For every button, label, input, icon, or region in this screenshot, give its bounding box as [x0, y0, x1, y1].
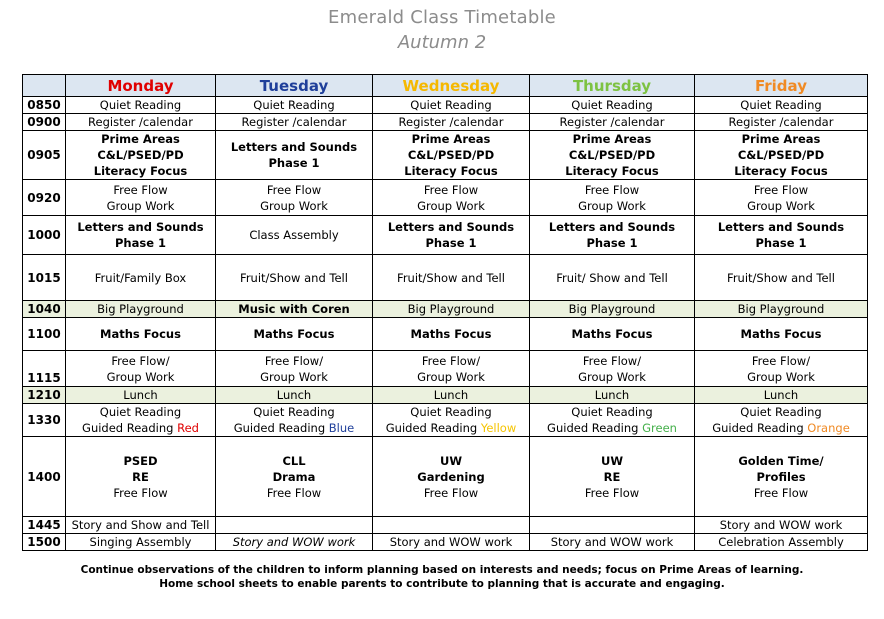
slot-monday — [66, 318, 216, 351]
slot-line: Celebration Assembly — [718, 535, 844, 549]
slot-friday — [695, 301, 868, 318]
time-cell: 0920 — [23, 180, 66, 216]
slot-line: Music with Coren — [238, 302, 350, 316]
slot-friday — [695, 114, 868, 131]
slot-line: Free Flow — [584, 485, 640, 500]
time-cell: 1330 — [23, 404, 66, 437]
slot-line: Singing Assembly — [89, 535, 192, 549]
slot-line: Story and WOW work — [550, 535, 674, 549]
time-cell: 1445 — [23, 517, 66, 534]
slot-thursday — [530, 387, 695, 404]
slot-line: C&L/PSED/PD — [737, 148, 825, 162]
footer-note-2: Home school sheets to enable parents to contribute to planning that is accurate and engaging. — [159, 578, 725, 590]
reading-group-color: Orange — [807, 421, 850, 435]
slot-line: Phase 1 — [586, 236, 638, 250]
slot-line: Letters and Sounds — [548, 220, 676, 234]
timetable-row — [23, 404, 868, 437]
slot-wednesday — [373, 517, 530, 534]
slot-line: Maths Focus — [100, 327, 181, 341]
slot-line: Free Flow — [753, 485, 809, 500]
day-header-thursday: Thursday — [530, 75, 695, 97]
slot-line: UW — [439, 453, 463, 468]
time-cell: 1100 — [23, 318, 66, 351]
page-title: Emerald Class Timetable — [328, 7, 556, 28]
guided-reading-line — [68, 420, 213, 436]
slot-line: Big Playground — [568, 302, 656, 316]
slot-tuesday — [216, 318, 373, 351]
slot-line: Story and WOW work — [389, 535, 513, 549]
slot-line: Literacy Focus — [565, 164, 659, 178]
day-header-wednesday: Wednesday — [373, 75, 530, 97]
slot-line: Quiet Reading — [99, 405, 182, 419]
slot-friday — [695, 517, 868, 534]
slot-line: Free Flow — [266, 485, 322, 500]
slot-monday — [66, 534, 216, 551]
slot-line: Quiet Reading — [740, 98, 822, 112]
guided-reading-label: Guided Reading — [547, 421, 643, 435]
timetable-row — [23, 180, 868, 216]
slot-thursday — [530, 404, 695, 437]
slot-thursday — [530, 517, 695, 534]
slot-monday — [66, 404, 216, 437]
slot-friday — [695, 387, 868, 404]
slot-tuesday — [216, 301, 373, 318]
slot-line: Group Work — [260, 198, 328, 213]
slot-wednesday — [373, 387, 530, 404]
slot-line: Register /calendar — [88, 115, 193, 129]
slot-monday — [66, 180, 216, 216]
slot-line: Group Work — [106, 198, 175, 213]
slot-line: Free Flow/ — [111, 353, 170, 368]
slot-line: Maths Focus — [740, 327, 822, 341]
slot-line: Free Flow — [113, 182, 168, 197]
slot-line — [218, 517, 370, 533]
reading-group-color: Green — [642, 421, 677, 435]
slot-line: Group Work — [106, 369, 175, 384]
time-cell: 0900 — [23, 114, 66, 131]
reading-group-color: Blue — [328, 421, 355, 435]
slot-monday — [66, 114, 216, 131]
slot-line: Lunch — [276, 388, 312, 402]
slot-line: Fruit/Show and Tell — [727, 270, 835, 285]
slot-line: Quiet Reading — [410, 405, 492, 419]
slot-wednesday — [373, 114, 530, 131]
slot-tuesday — [216, 404, 373, 437]
slot-tuesday — [216, 534, 373, 551]
slot-line: Quiet Reading — [99, 98, 182, 112]
slot-line: Literacy Focus — [93, 164, 188, 178]
guided-reading-label: Guided Reading — [712, 421, 808, 435]
slot-line: C&L/PSED/PD — [407, 148, 495, 162]
slot-thursday — [530, 318, 695, 351]
slot-line: Story and WOW work — [232, 535, 356, 549]
slot-line: Quiet Reading — [571, 405, 653, 419]
slot-line: Story and Show and Tell — [71, 518, 210, 532]
slot-thursday — [530, 114, 695, 131]
slot-line: Fruit/Family Box — [94, 270, 187, 285]
footer-note-1: Continue observations of the children to inform planning based on interests and needs; focus on Prime Areas of learning. — [80, 564, 804, 576]
slot-thursday — [530, 180, 695, 216]
slot-line: Literacy Focus — [404, 164, 498, 178]
slot-line: Prime Areas — [572, 132, 652, 146]
slot-line: Fruit/Show and Tell — [240, 270, 348, 285]
slot-tuesday — [216, 437, 373, 517]
slot-line: RE — [132, 469, 149, 484]
slot-thursday — [530, 534, 695, 551]
slot-line: Free Flow — [423, 485, 479, 500]
slot-line: Free Flow/ — [751, 353, 811, 368]
guided-reading-label: Guided Reading — [385, 421, 481, 435]
time-cell: 0850 — [23, 97, 66, 114]
time-cell: 1115 — [23, 351, 66, 387]
timetable-row — [23, 216, 868, 255]
slot-line: Profiles — [756, 469, 806, 484]
slot-friday — [695, 255, 868, 301]
slot-monday — [66, 255, 216, 301]
slot-line: Quiet Reading — [253, 405, 335, 419]
day-header-monday: Monday — [66, 75, 216, 97]
slot-monday — [66, 131, 216, 180]
timetable-row — [23, 114, 868, 131]
slot-line: Group Work — [417, 198, 485, 213]
page-subtitle: Autumn 2 — [397, 32, 487, 53]
slot-line: UW — [600, 453, 624, 468]
slot-line: Lunch — [763, 388, 799, 402]
slot-line: Class Assembly — [249, 228, 339, 242]
corner-cell — [23, 75, 66, 97]
slot-tuesday — [216, 387, 373, 404]
slot-line: Big Playground — [97, 302, 184, 316]
slot-line: Group Work — [747, 198, 815, 213]
slot-line: Quiet Reading — [740, 405, 822, 419]
slot-friday — [695, 351, 868, 387]
slot-line: Register /calendar — [241, 115, 347, 129]
slot-line: Group Work — [260, 369, 328, 384]
guided-reading-label: Guided Reading — [82, 421, 178, 435]
slot-line: Prime Areas — [411, 132, 491, 146]
slot-friday — [695, 131, 868, 180]
slot-wednesday — [373, 97, 530, 114]
time-cell: 1040 — [23, 301, 66, 318]
slot-line: Free Flow — [266, 182, 322, 197]
slot-wednesday — [373, 351, 530, 387]
day-header-tuesday: Tuesday — [216, 75, 373, 97]
slot-line: Free Flow/ — [264, 353, 324, 368]
slot-tuesday — [216, 131, 373, 180]
slot-line: C&L/PSED/PD — [568, 148, 656, 162]
timetable-row — [23, 387, 868, 404]
slot-line — [375, 517, 527, 533]
slot-wednesday — [373, 437, 530, 517]
slot-friday — [695, 318, 868, 351]
slot-line: Gardening — [417, 469, 485, 484]
slot-line — [532, 517, 692, 533]
timetable-row — [23, 97, 868, 114]
slot-tuesday — [216, 97, 373, 114]
slot-line: Literacy Focus — [734, 164, 828, 178]
slot-line: Maths Focus — [571, 327, 653, 341]
slot-tuesday — [216, 517, 373, 534]
slot-line: C&L/PSED/PD — [97, 148, 184, 162]
timetable-row — [23, 255, 868, 301]
slot-thursday — [530, 131, 695, 180]
slot-line: Quiet Reading — [253, 98, 335, 112]
slot-wednesday — [373, 404, 530, 437]
slot-wednesday — [373, 534, 530, 551]
slot-thursday — [530, 216, 695, 255]
slot-wednesday — [373, 255, 530, 301]
slot-line: Golden Time/ — [738, 453, 824, 468]
reading-group-color: Yellow — [480, 421, 517, 435]
timetable-row — [23, 351, 868, 387]
slot-line: Big Playground — [407, 302, 495, 316]
slot-line: RE — [603, 469, 621, 484]
slot-line: Letters and Sounds — [717, 220, 845, 234]
slot-friday — [695, 180, 868, 216]
slot-line: Letters and Sounds — [77, 220, 204, 234]
slot-wednesday — [373, 180, 530, 216]
time-cell: 1500 — [23, 534, 66, 551]
slot-friday — [695, 534, 868, 551]
slot-line: Phase 1 — [755, 236, 807, 250]
day-header-friday: Friday — [695, 75, 868, 97]
timetable-row — [23, 301, 868, 318]
slot-monday — [66, 437, 216, 517]
slot-line: Free Flow/ — [582, 353, 642, 368]
guided-reading-line — [218, 420, 370, 436]
guided-reading-label: Guided Reading — [233, 421, 329, 435]
slot-friday — [695, 437, 868, 517]
slot-line: Phase 1 — [268, 156, 320, 170]
slot-tuesday — [216, 351, 373, 387]
time-cell: 0905 — [23, 131, 66, 180]
slot-line: Quiet Reading — [571, 98, 653, 112]
slot-thursday — [530, 301, 695, 318]
slot-line: Maths Focus — [253, 327, 335, 341]
slot-line: Big Playground — [737, 302, 825, 316]
slot-tuesday — [216, 180, 373, 216]
slot-thursday — [530, 437, 695, 517]
slot-friday — [695, 404, 868, 437]
slot-line: Group Work — [578, 369, 646, 384]
slot-line: Quiet Reading — [410, 98, 492, 112]
slot-line: Prime Areas — [741, 132, 821, 146]
timetable-row — [23, 534, 868, 551]
slot-line: Group Work — [417, 369, 485, 384]
slot-line: Phase 1 — [114, 236, 167, 250]
slot-line: Story and WOW work — [719, 518, 843, 532]
slot-line: Lunch — [123, 388, 158, 402]
slot-wednesday — [373, 301, 530, 318]
slot-wednesday — [373, 318, 530, 351]
guided-reading-line — [532, 420, 692, 436]
slot-line: Prime Areas — [101, 132, 180, 146]
timetable-row — [23, 517, 868, 534]
slot-tuesday — [216, 255, 373, 301]
slot-monday — [66, 216, 216, 255]
slot-tuesday — [216, 216, 373, 255]
slot-thursday — [530, 255, 695, 301]
slot-line: Phase 1 — [425, 236, 477, 250]
timetable-row — [23, 131, 868, 180]
time-cell: 1015 — [23, 255, 66, 301]
slot-monday — [66, 387, 216, 404]
slot-line: Free Flow — [584, 182, 640, 197]
slot-line: Register /calendar — [559, 115, 665, 129]
time-cell: 1210 — [23, 387, 66, 404]
timetable — [22, 74, 868, 551]
slot-thursday — [530, 351, 695, 387]
slot-wednesday — [373, 131, 530, 180]
slot-tuesday — [216, 114, 373, 131]
slot-monday — [66, 351, 216, 387]
slot-line: Lunch — [594, 388, 630, 402]
slot-line: Fruit/ Show and Tell — [556, 270, 668, 285]
slot-thursday — [530, 97, 695, 114]
slot-line: Fruit/Show and Tell — [397, 270, 505, 285]
slot-line: Free Flow/ — [421, 353, 481, 368]
reading-group-color: Red — [177, 421, 199, 435]
timetable-body — [23, 97, 868, 551]
slot-line: Drama — [272, 469, 316, 484]
slot-monday — [66, 517, 216, 534]
slot-line: PSED — [123, 453, 158, 468]
slot-line: Group Work — [747, 369, 815, 384]
slot-line: Letters and Sounds — [387, 220, 515, 234]
guided-reading-line — [375, 420, 527, 436]
slot-line: Free Flow — [753, 182, 809, 197]
slot-line: Maths Focus — [410, 327, 492, 341]
slot-monday — [66, 301, 216, 318]
time-cell: 1000 — [23, 216, 66, 255]
slot-wednesday — [373, 216, 530, 255]
timetable-row — [23, 437, 868, 517]
guided-reading-line — [697, 420, 865, 436]
slot-line: Group Work — [578, 198, 646, 213]
slot-line: Register /calendar — [398, 115, 504, 129]
slot-line: Register /calendar — [728, 115, 834, 129]
slot-line: Free Flow — [423, 182, 479, 197]
timetable-row — [23, 318, 868, 351]
slot-line: Free Flow — [113, 485, 168, 500]
slot-monday — [66, 97, 216, 114]
header-row — [23, 75, 868, 97]
slot-line: CLL — [282, 453, 306, 468]
slot-line: Letters and Sounds — [230, 140, 358, 154]
time-cell: 1400 — [23, 437, 66, 517]
slot-friday — [695, 216, 868, 255]
slot-line: Lunch — [433, 388, 469, 402]
slot-friday — [695, 97, 868, 114]
